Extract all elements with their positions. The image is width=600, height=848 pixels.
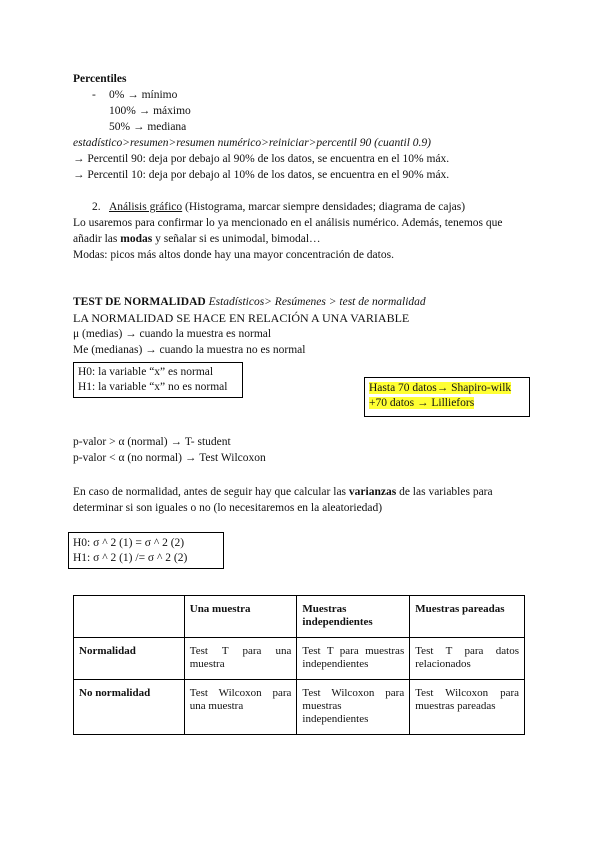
shapiro-wilk-note: Hasta 70 datos→ Shapiro-wilk	[369, 382, 512, 394]
table-header-row	[74, 596, 525, 638]
normality-line-3: Me (medianas) → cuando la muestra no es normal	[73, 344, 306, 356]
table-row-label: No normalidad	[74, 680, 185, 735]
table-cell: Test T para datos relacionados	[410, 638, 525, 680]
graphic-line-2	[73, 232, 321, 247]
modes-definition: Modas: picos más altos donde hay una mayor concentración de datos.	[73, 249, 394, 261]
variance-h0: H0: σ ^ 2 (1) = σ ^ 2 (2)	[73, 537, 185, 549]
table-row	[74, 680, 525, 735]
table-cell: Test T para muestras independientes	[297, 638, 410, 680]
graphic-analysis-title-rest: (Histograma, marcar siempre densidades; diagrama de cajas)	[182, 201, 466, 213]
table-header-cell	[74, 596, 185, 638]
percentile-menu-path: estadístico>resumen>resumen numérico>reiniciar>percentil 90 (cuantil 0.9)	[73, 137, 431, 149]
normality-heading: TEST DE NORMALIDAD	[73, 296, 206, 308]
percentile-item-50: 50% → mediana	[109, 121, 187, 133]
test-choice-box	[364, 377, 530, 417]
variance-line-1	[73, 485, 493, 500]
table-header-cell: Muestras pareadas	[410, 596, 525, 638]
table-cell: Test T para una muestra	[184, 638, 297, 680]
graphic-line-2-bold: modas	[120, 233, 153, 245]
graphic-line-2-pre: añadir las	[73, 233, 121, 245]
table-header-cell: Una muestra	[184, 596, 297, 638]
bullet-dash: -	[92, 89, 96, 101]
hypothesis-h1: H1: la variable “x” no es normal	[78, 381, 228, 393]
graphic-analysis-title	[109, 200, 465, 215]
normality-line-1: LA NORMALIDAD SE HACE EN RELACIÓN A UNA VARIABLE	[73, 311, 410, 325]
graphic-line-2-post: y señalar si es unimodal, bimodal…	[152, 233, 321, 245]
percentiles-heading: Percentiles	[73, 73, 127, 85]
percentile-item-100: 100% → máximo	[109, 105, 191, 117]
pvalue-not-normal: p-valor < α (no normal) → Test Wilcoxon	[73, 452, 266, 464]
hypothesis-h0: H0: la variable “x” es normal	[78, 366, 214, 378]
graphic-analysis-title-text: Análisis gráfico	[109, 201, 183, 213]
variance-line-1-pre: En caso de normalidad, antes de seguir hay que calcular las	[73, 486, 349, 498]
table-row-label: Normalidad	[74, 638, 185, 680]
graphic-line-1: Lo usaremos para confirmar lo ya mencionado en el análisis numérico. Además, tenemos que	[73, 217, 503, 229]
variance-hypothesis-box	[68, 532, 224, 569]
lilliefors-note: +70 datos → Lilliefors	[369, 397, 475, 409]
variance-h1: H1: σ ^ 2 (1) /= σ ^ 2 (2)	[73, 552, 188, 564]
variance-line-1-bold: varianzas	[348, 486, 397, 498]
variance-line-1-post: de las variables para	[396, 486, 493, 498]
hypothesis-box	[73, 362, 243, 398]
table-row	[74, 638, 525, 680]
normality-heading-line	[73, 295, 426, 310]
percentile-item-0: 0% → mínimo	[109, 89, 178, 101]
table-cell: Test Wilcoxon para una muestra	[184, 680, 297, 735]
normality-menu-path: Estadísticos> Resúmenes > test de normalidad	[205, 296, 426, 308]
section-number: 2.	[92, 201, 101, 213]
tests-table	[73, 595, 525, 735]
pvalue-normal: p-valor > α (normal) → T- student	[73, 436, 231, 448]
table-header-cell: Muestras independientes	[297, 596, 410, 638]
table-cell: Test Wilcoxon para muestras pareadas	[410, 680, 525, 735]
table-cell: Test Wilcoxon para muestras independientes	[297, 680, 410, 735]
percentile-10-note: → Percentil 10: deja por debajo al 10% de los datos, se encuentra en el 90% máx.	[73, 169, 450, 181]
percentile-90-note: → Percentil 90: deja por debajo al 90% de los datos, se encuentra en el 10% máx.	[73, 153, 450, 165]
normality-line-2: μ (medias) → cuando la muestra es normal	[73, 328, 272, 340]
variance-line-2: determinar si son iguales o no (lo necesitaremos en la aleatoriedad)	[73, 502, 383, 514]
